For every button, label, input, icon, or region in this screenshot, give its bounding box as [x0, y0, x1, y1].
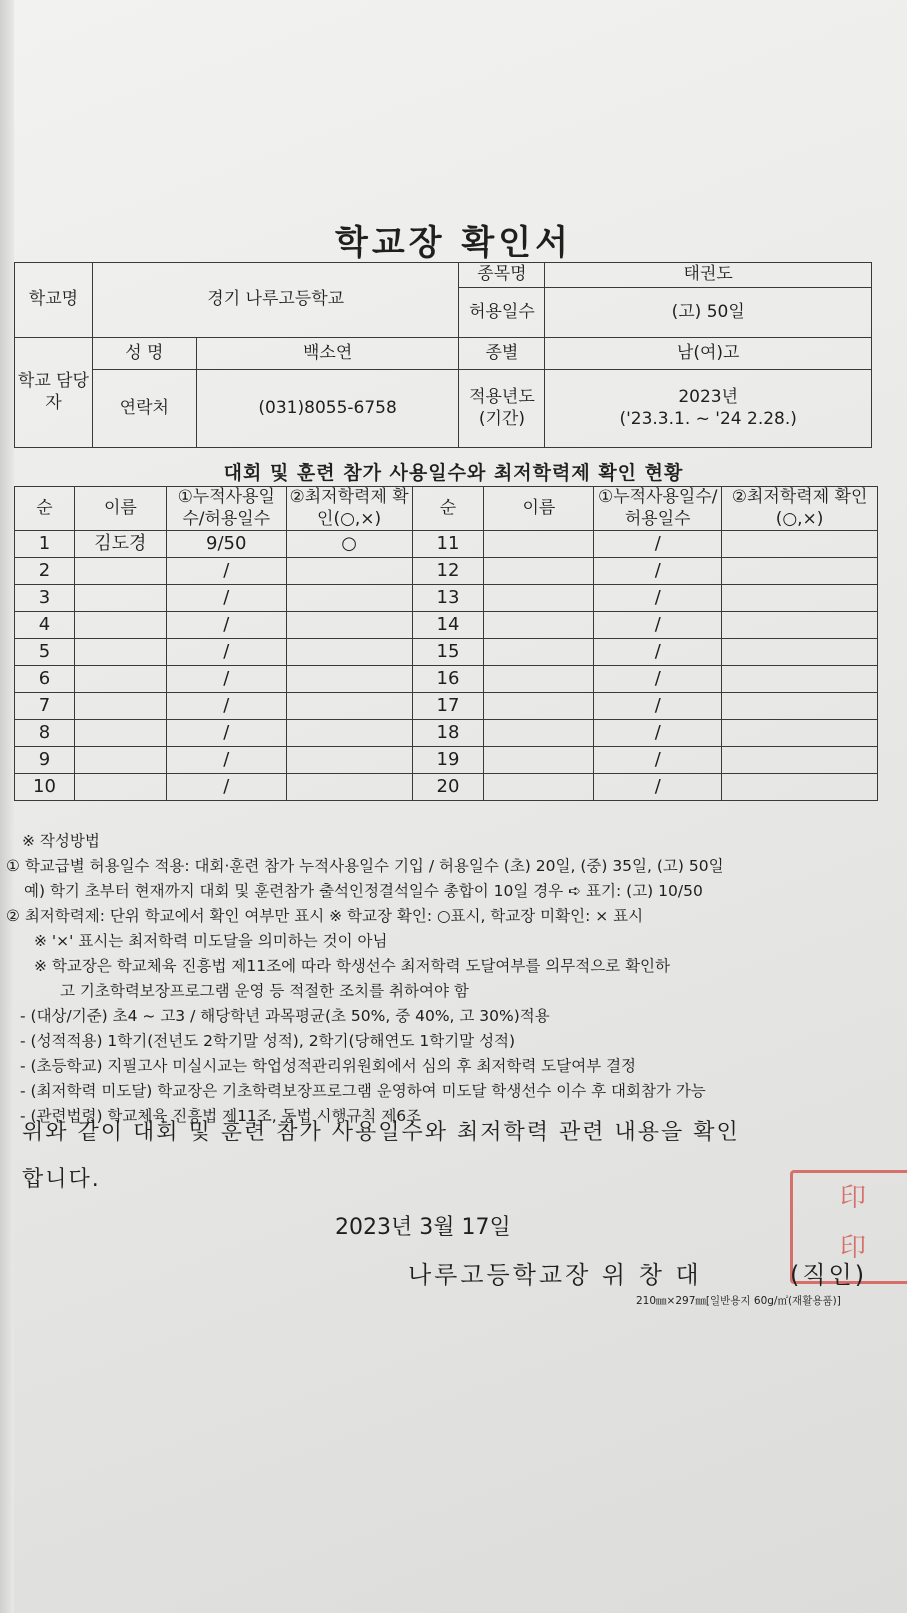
cell-no: 1 — [15, 531, 75, 558]
header-check: ②최저학력제 확인(○,×) — [286, 487, 412, 531]
cell-days: / — [594, 747, 722, 774]
cell-name — [484, 558, 594, 585]
contact-person-label: 학교 담당자 — [15, 338, 93, 448]
cell-name — [74, 693, 166, 720]
cell-no: 17 — [412, 693, 484, 720]
table-row — [15, 774, 878, 801]
header-days: ①누적사용일수/허용일수 — [166, 487, 286, 531]
cell-no: 5 — [15, 639, 75, 666]
cell-no: 2 — [15, 558, 75, 585]
phone-value: (031)8055-6758 — [196, 370, 459, 448]
cell-days: / — [166, 747, 286, 774]
cell-check — [286, 747, 412, 774]
cell-no: 18 — [412, 720, 484, 747]
cell-days: / — [594, 720, 722, 747]
cell-name — [74, 612, 166, 639]
table-row — [15, 558, 878, 585]
cell-days: / — [594, 558, 722, 585]
cell-name — [484, 585, 594, 612]
cell-no: 4 — [15, 612, 75, 639]
name-value: 백소연 — [196, 338, 459, 370]
cell-check — [286, 720, 412, 747]
header-days: ①누적사용일수/허용일수 — [594, 487, 722, 531]
cell-days: / — [594, 531, 722, 558]
cell-no: 6 — [15, 666, 75, 693]
cell-days: / — [166, 585, 286, 612]
school-name-value: 경기 나루고등학교 — [92, 263, 459, 338]
cell-check — [722, 747, 878, 774]
cell-check — [722, 666, 878, 693]
table-row — [15, 585, 878, 612]
header-check: ②최저학력제 확인(○,×) — [722, 487, 878, 531]
note-line: - (초등학교) 지필고사 미실시교는 학업성적관리위원회에서 심의 후 최저학력 도달여부 결정 — [20, 1057, 637, 1075]
cell-no: 3 — [15, 585, 75, 612]
cell-days: / — [594, 693, 722, 720]
cell-check — [722, 558, 878, 585]
cell-no: 20 — [412, 774, 484, 801]
year-cell — [545, 370, 872, 448]
document-title: 학교장 확인서 — [335, 223, 572, 263]
gender-value: 남(여)고 — [545, 338, 872, 370]
cell-days: 9/50 — [166, 531, 286, 558]
note-line: - (관련법령) 학교체육 진흥법 제11조, 동법 시행규칙 제6조 — [20, 1107, 422, 1125]
cell-name — [484, 693, 594, 720]
table-row — [15, 666, 878, 693]
header-name: 이름 — [74, 487, 166, 531]
cell-check — [722, 531, 878, 558]
cell-check — [286, 774, 412, 801]
cell-no: 16 — [412, 666, 484, 693]
note-line: ※ '×' 표시는 최저학력 미도달을 의미하는 것이 아님 — [34, 932, 388, 950]
table-row — [15, 531, 878, 558]
cell-check — [286, 693, 412, 720]
issue-date: 2023년 3월 17일 — [335, 1215, 511, 1240]
note-line: - (성적적용) 1학기(전년도 2학기말 성적), 2학기(당해연도 1학기말 성적) — [20, 1032, 516, 1050]
cell-check — [286, 558, 412, 585]
period-value: ('23.3.1. ~ '24 2.28.) — [619, 408, 797, 429]
cell-check — [722, 612, 878, 639]
cell-check — [722, 639, 878, 666]
confirmation-statement-end: 합니다. — [22, 1167, 101, 1192]
cell-check — [722, 720, 878, 747]
cell-check — [722, 774, 878, 801]
note-line: 예) 학기 초부터 현재까지 대회 및 훈련참가 출석인정결석일수 총합이 10일 경우 ➪ 표기: (고) 10/50 — [24, 882, 703, 900]
table-row — [15, 720, 878, 747]
seal-label: (직인) — [790, 1261, 868, 1289]
status-table-header — [15, 487, 878, 531]
cell-days: / — [594, 585, 722, 612]
cell-no: 19 — [412, 747, 484, 774]
cell-name — [484, 666, 594, 693]
note-line: ※ 학교장은 학교체육 진흥법 제11조에 따라 학생선수 최저학력 도달여부를 의무적으로 확인하 — [34, 957, 670, 975]
principal-name: 나루고등학교장 위 창 대 — [408, 1261, 702, 1289]
cell-no: 13 — [412, 585, 484, 612]
cell-name — [74, 747, 166, 774]
cell-name — [74, 666, 166, 693]
cell-name — [74, 774, 166, 801]
seal-glyph: 印 — [839, 1233, 866, 1263]
note-line: - (최저학력 미도달) 학교장은 기초학력보장프로그램 운영하여 미도달 학생선수 이수 후 대회참가 가능 — [20, 1082, 706, 1100]
cell-no: 14 — [412, 612, 484, 639]
cell-name: 김도경 — [74, 531, 166, 558]
cell-name — [74, 558, 166, 585]
cell-name — [74, 585, 166, 612]
gender-label: 종별 — [459, 338, 545, 370]
cell-days: / — [166, 774, 286, 801]
table-row — [15, 693, 878, 720]
table-row — [15, 747, 878, 774]
cell-days: / — [594, 639, 722, 666]
note-line: 고 기초학력보장프로그램 운영 등 적절한 조치를 취하여야 함 — [60, 982, 469, 1000]
event-label: 종목명 — [459, 263, 545, 288]
cell-no: 9 — [15, 747, 75, 774]
cell-check — [286, 612, 412, 639]
cell-no: 15 — [412, 639, 484, 666]
phone-label: 연락처 — [92, 370, 196, 448]
year-value: 2023년 — [678, 387, 739, 408]
cell-no: 12 — [412, 558, 484, 585]
confirmation-statement: 위와 같이 대회 및 훈련 참가 사용일수와 최저학력 관련 내용을 확인 — [22, 1120, 740, 1145]
cell-name — [484, 774, 594, 801]
section-title: 대회 및 훈련 참가 사용일수와 최저학력제 확인 현황 — [223, 462, 684, 484]
cell-days: / — [166, 720, 286, 747]
cell-days: / — [166, 693, 286, 720]
name-label: 성 명 — [92, 338, 196, 370]
table-row — [15, 639, 878, 666]
notes-heading: ※ 작성방법 — [22, 832, 100, 850]
cell-name — [74, 720, 166, 747]
cell-name — [484, 531, 594, 558]
note-line: - (대상/기준) 초4 ~ 고3 / 해당학년 과목평균(초 50%, 중 40%, 고 30%)적용 — [20, 1007, 550, 1025]
cell-name — [74, 639, 166, 666]
header-name: 이름 — [484, 487, 594, 531]
cell-check — [722, 693, 878, 720]
cell-days: / — [594, 612, 722, 639]
school-name-label: 학교명 — [15, 263, 93, 338]
info-table — [14, 262, 872, 448]
status-table — [14, 486, 878, 801]
cell-days: / — [166, 666, 286, 693]
cell-days: / — [166, 639, 286, 666]
paper-spec: 210㎜×297㎜[일반용지 60g/㎡(재활용품)] — [636, 1295, 841, 1307]
allowed-days-label: 허용일수 — [459, 288, 545, 338]
cell-days: / — [166, 558, 286, 585]
allowed-days-value: (고) 50일 — [545, 288, 872, 338]
cell-no: 10 — [15, 774, 75, 801]
cell-days: / — [594, 666, 722, 693]
seal-glyph: 印 — [839, 1183, 866, 1213]
table-row — [15, 612, 878, 639]
header-no: 순 — [15, 487, 75, 531]
cell-check — [286, 666, 412, 693]
cell-check: ○ — [286, 531, 412, 558]
cell-check — [286, 639, 412, 666]
event-value: 태권도 — [545, 263, 872, 288]
cell-no: 8 — [15, 720, 75, 747]
cell-check — [722, 585, 878, 612]
cell-no: 11 — [412, 531, 484, 558]
cell-days: / — [166, 612, 286, 639]
cell-no: 7 — [15, 693, 75, 720]
cell-days: / — [594, 774, 722, 801]
cell-name — [484, 747, 594, 774]
note-line: ② 최저학력제: 단위 학교에서 확인 여부만 표시 ※ 학교장 확인: ○표시, 학교장 미확인: × 표시 — [6, 907, 644, 925]
note-line: ① 학교급별 허용일수 적용: 대회·훈련 참가 누적사용일수 기입 / 허용일수 (초) 20일, (중) 35일, (고) 50일 — [6, 857, 724, 875]
cell-name — [484, 639, 594, 666]
cell-name — [484, 720, 594, 747]
year-label: 적용년도 (기간) — [459, 370, 545, 448]
cell-check — [286, 585, 412, 612]
header-no: 순 — [412, 487, 484, 531]
cell-name — [484, 612, 594, 639]
